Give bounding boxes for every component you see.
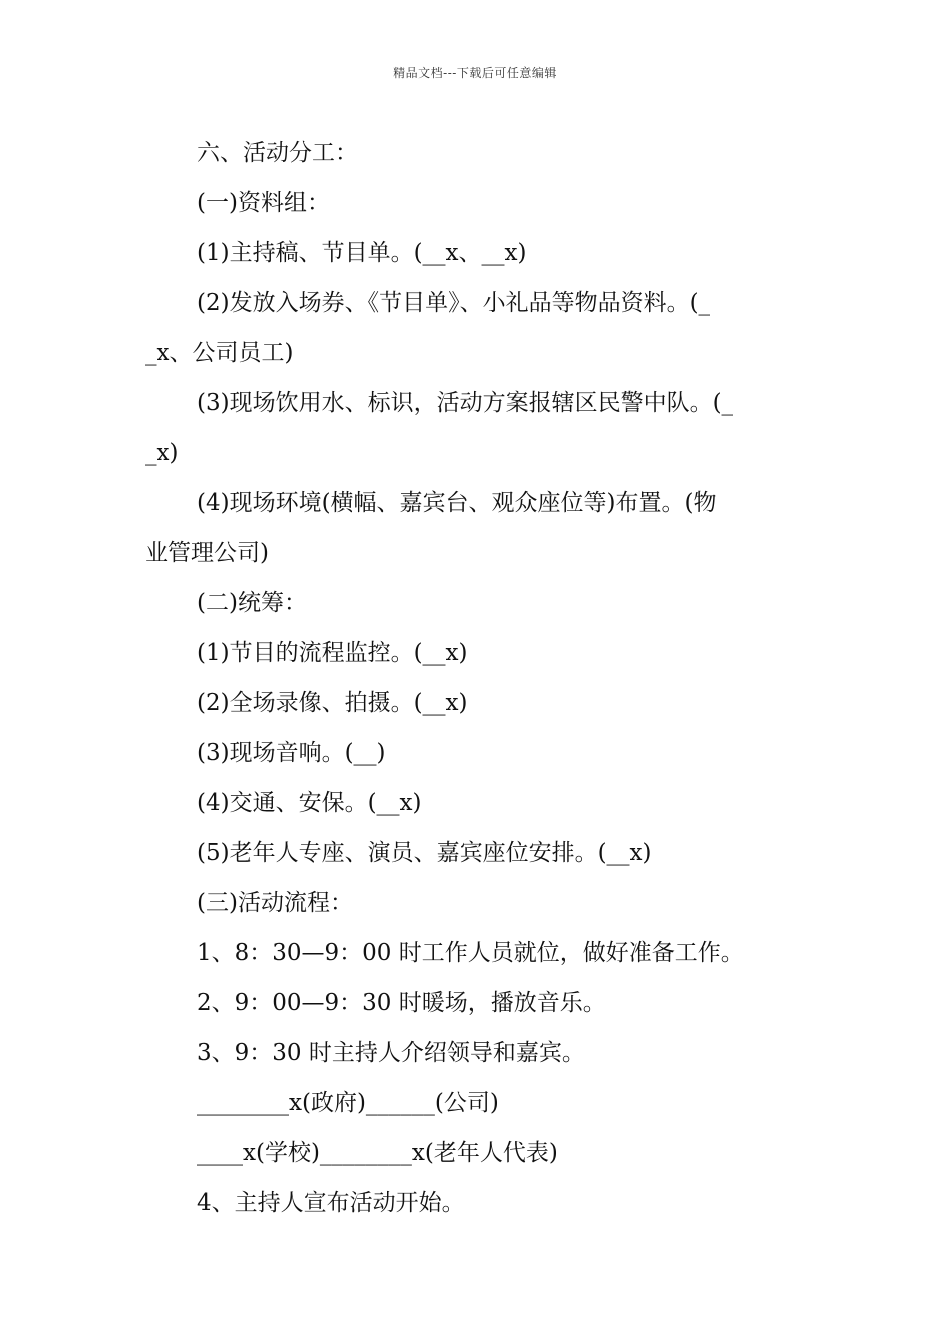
list-item-continuation: 业管理公司) bbox=[145, 540, 269, 566]
flow-step: 3、9：30 时主持人介绍领导和嘉宾。 bbox=[197, 1040, 585, 1066]
section-activity-flow: (三)活动流程： bbox=[197, 890, 353, 916]
section-coordination: (二)统筹： bbox=[197, 590, 307, 616]
heading-division-of-labor: 六、活动分工： bbox=[197, 140, 358, 166]
guest-list-line: ____x(学校)________x(老年人代表) bbox=[197, 1140, 558, 1166]
flow-step: 2、9：00—9：30 时暖场，播放音乐。 bbox=[197, 990, 606, 1016]
flow-step: 4、主持人宣布活动开始。 bbox=[197, 1190, 465, 1216]
document-body bbox=[145, 128, 815, 1228]
flow-step: 1、8：30—9：00 时工作人员就位，做好准备工作。 bbox=[197, 940, 744, 966]
section-materials-group: (一)资料组： bbox=[197, 190, 330, 216]
list-item: (5)老年人专座、演员、嘉宾座位安排。(__x) bbox=[197, 840, 652, 866]
list-item-continuation: _x、公司员工) bbox=[145, 340, 294, 366]
list-item: (1)主持稿、节目单。(__x、__x) bbox=[197, 240, 527, 266]
list-item: (3)现场饮用水、标识，活动方案报辖区民警中队。(_ bbox=[197, 390, 734, 416]
list-item: (4)现场环境(横幅、嘉宾台、观众座位等)布置。(物 bbox=[197, 490, 717, 516]
list-item: (3)现场音响。(__) bbox=[197, 740, 386, 766]
list-item-continuation: _x) bbox=[145, 440, 179, 466]
guest-list-line: ________x(政府)______(公司) bbox=[197, 1090, 499, 1116]
page-header: 精品文档---下载后可任意编辑 bbox=[393, 66, 557, 80]
list-item: (2)发放入场券、《节目单》、小礼品等物品资料。(_ bbox=[197, 290, 711, 316]
list-item: (2)全场录像、拍摄。(__x) bbox=[197, 690, 468, 716]
list-item: (1)节目的流程监控。(__x) bbox=[197, 640, 468, 666]
list-item: (4)交通、安保。(__x) bbox=[197, 790, 422, 816]
